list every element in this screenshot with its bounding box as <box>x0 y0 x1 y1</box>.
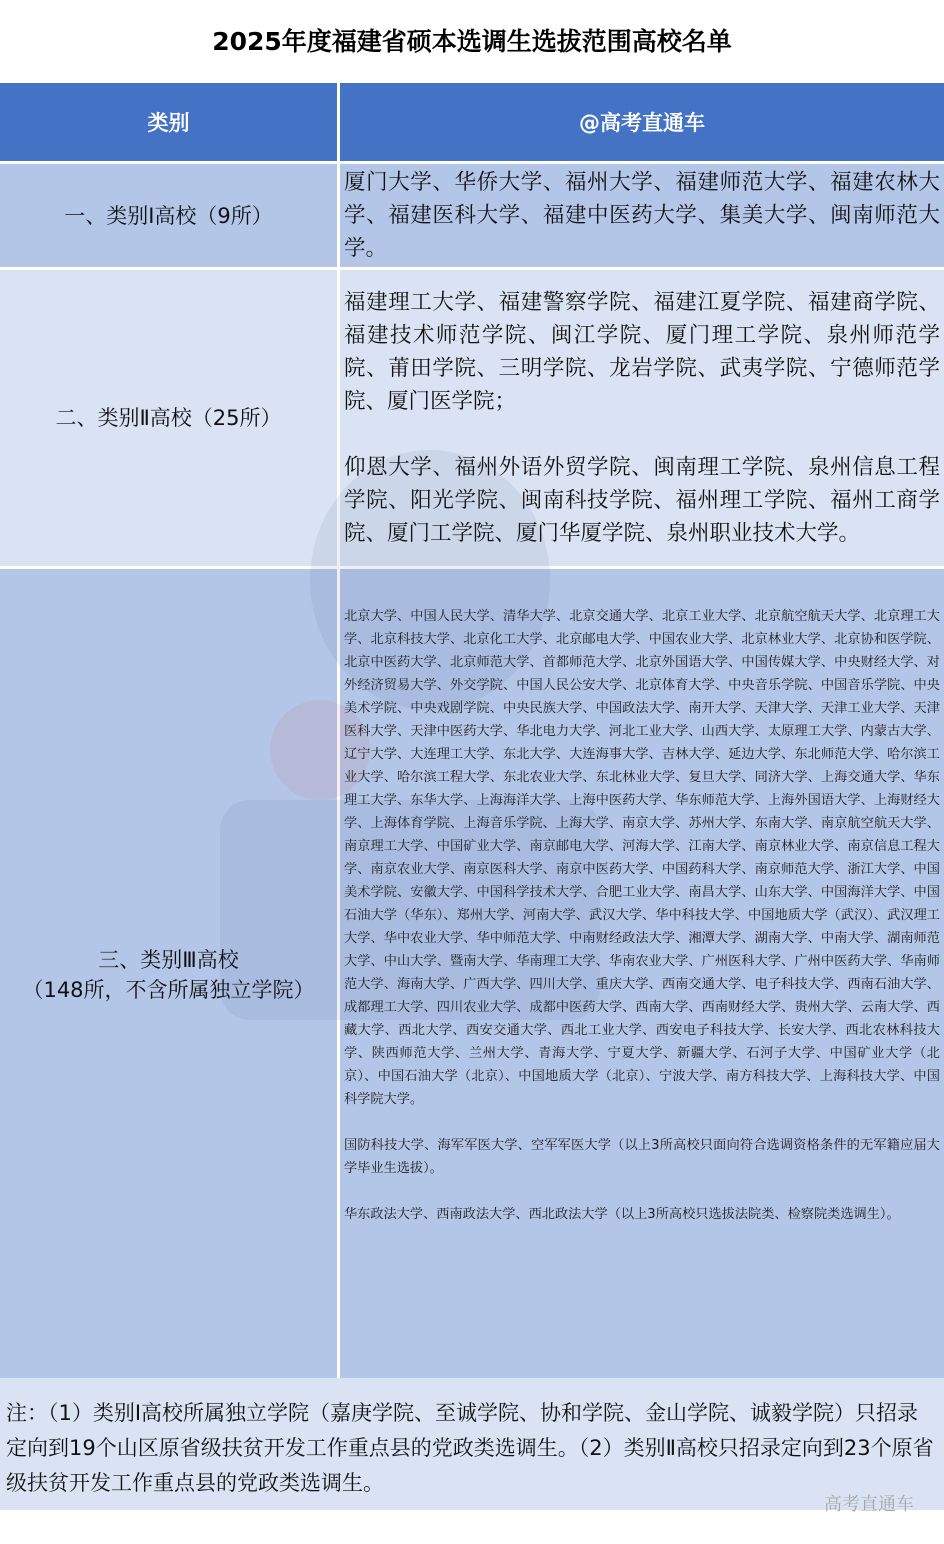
category-line: （148所，不含所属独立学院） <box>22 978 315 1002</box>
university-list-cell <box>340 270 944 566</box>
category-line: 三、类别Ⅲ高校 <box>98 948 239 972</box>
university-list-cell <box>340 164 944 267</box>
university-list-text: 华东政法大学、西南政法大学、西北政法大学（以上3所高校只选拔法院类、检察院类选调生）。 <box>344 1207 900 1222</box>
paragraph-gap <box>344 1180 940 1203</box>
university-table <box>0 80 944 1384</box>
page-title: 2025年度福建省硕本选调生选拔范围高校名单 <box>212 27 732 56</box>
header-category: 类别 <box>0 83 337 161</box>
category-cell: 二、类别Ⅱ高校（25所） <box>0 270 337 566</box>
table-header-row <box>0 83 944 161</box>
footnote: 注：（1）类别Ⅰ高校所属独立学院（嘉庚学院、至诚学院、协和学院、金山学院、诚毅学院）只招录定向到19个山区原省级扶贫开发工作重点县的党政类选调生。（2）类别Ⅱ高校只招录定向到23个原省级扶贫开发工作重点县的党政类选调生。 <box>0 1378 944 1510</box>
university-list-cell <box>340 569 944 1381</box>
university-list-text: 福建理工大学、福建警察学院、福建江夏学院、福建商学院、福建技术师范学院、闽江学院、厦门理工学院、泉州师范学院、莆田学院、三明学院、龙岩学院、武夷学院、宁德师范学院、厦门医学院； <box>344 290 940 414</box>
category-cell <box>0 569 337 1381</box>
paragraph-gap <box>344 1111 940 1134</box>
table-row <box>0 270 944 566</box>
table-row <box>0 164 944 267</box>
university-list-text: 厦门大学、华侨大学、福州大学、福建师范大学、福建农林大学、福建医科大学、福建中医药大学、集美大学、闽南师范大学。 <box>344 170 940 261</box>
paragraph-gap <box>344 418 940 451</box>
university-list-text: 仰恩大学、福州外语外贸学院、闽南理工学院、泉州信息工程学院、阳光学院、闽南科技学院、福州理工学院、福州工商学院、厦门工学院、厦门华厦学院、泉州职业技术大学。 <box>344 455 940 546</box>
watermark-text: 高考直通车 <box>824 1494 914 1515</box>
university-list-text: 北京大学、中国人民大学、清华大学、北京交通大学、北京工业大学、北京航空航天大学、北京理工大学、北京科技大学、北京化工大学、北京邮电大学、中国农业大学、北京林业大学、北京协和医学院、北京中医药大学、北京师范大学、首都师范大学、北京外国语大学、中国传媒大学、中央财经大学、对外经济贸易大学、外交学院、中国人民公安大学、北京体育大学、中央音乐学院、中国音乐学院、中央美术学院、中央戏剧学院、中央民族大学、中国政法大学、南开大学、天津大学、天津工业大学、天津医科大学、天津中医药大学、华北电力大学、河北工业大学、山西大学、太原理工大学、内蒙古大学、辽宁大学、大连理工大学、东北大学、大连海事大学、吉林大学、延边大学、东北师范大学、哈尔滨工业大学、哈尔滨工程大学、东北农业大学、东北林业大学、复旦大学、同济大学、上海交通大学、华东理工大学、东华大学、上海海洋大学、上海中医药大学、华东师范大学、上海外国语大学、上海财经大学、上海体育学院、上海音乐学院、上海大学、南京大学、苏州大学、东南大学、南京航空航天大学、南京理工大学、中国矿业大学、南京邮电大学、河海大学、江南大学、南京林业大学、南京信息工程大学、南京农业大学、南京医科大学、南京中医药大学、中国药科大学、南京师范大学、浙江大学、中国美术学院、安徽大学、中国科学技术大学、合肥工业大学、南昌大学、山东大学、中国海洋大学、中国石油大学（华东）、郑州大学、河南大学、武汉大学、华中科技大学、中国地质大学（武汉）、武汉理工大学、华中农业大学、华中师范大学、中南财经政法大学、湘潭大学、湖南大学、中南大学、湖南师范大学、中山大学、暨南大学、华南理工大学、华南农业大学、广州医科大学、广州中医药大学、华南师范大学、海南大学、广西大学、四川大学、重庆大学、西南交通大学、电子科技大学、西南石油大学、成都理工大学、四川农业大学、成都中医药大学、西南大学、西南财经大学、贵州大学、云南大学、西藏大学、西北大学、西安交通大学、西北工业大学、西安电子科技大学、长安大学、西北农林科技大学、陕西师范大学、兰州大学、青海大学、宁夏大学、新疆大学、石河子大学、中国矿业大学（北京）、中国石油大学（北京）、中国地质大学（北京）、宁波大学、南方科技大学、上海科技大学、中国科学院大学。 <box>344 609 940 1107</box>
university-list-text: 国防科技大学、海军军医大学、空军军医大学（以上3所高校只面向符合选调资格条件的无军籍应届大学毕业生选拔）。 <box>344 1138 940 1176</box>
table-row <box>0 569 944 1381</box>
header-source: @高考直通车 <box>340 83 944 161</box>
category-cell: 一、类别Ⅰ高校（9所） <box>0 164 337 267</box>
